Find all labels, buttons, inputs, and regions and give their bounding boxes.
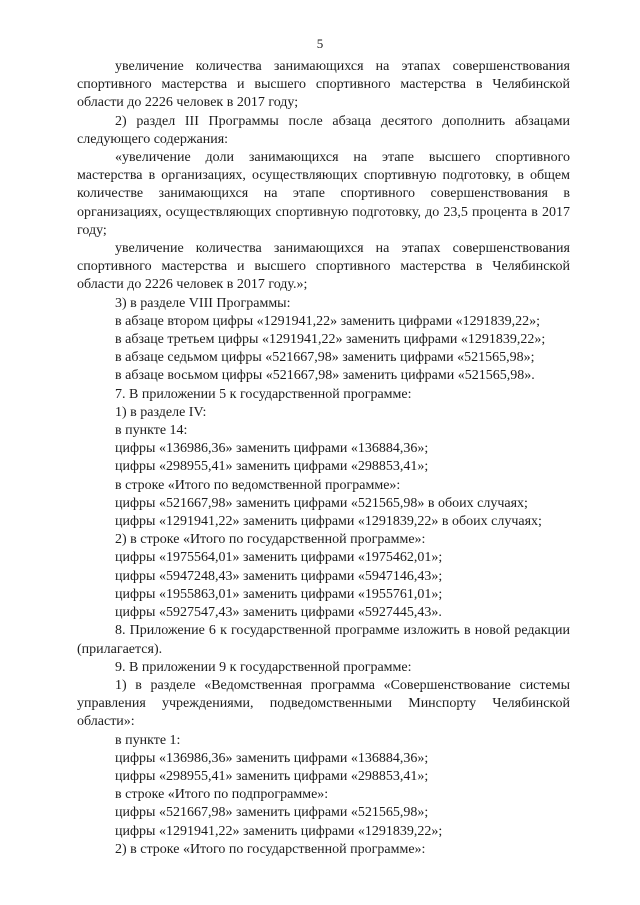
paragraph: в абзаце третьем цифры «1291941,22» заменить цифрами «1291839,22»; (115, 332, 546, 348)
paragraph: в пункте 14: (115, 423, 188, 439)
paragraph: 1) в разделе «Ведомственная программа «Совершенствование системы управления учреждениями, подведомственными Минспорту Челябинской области»: (77, 677, 570, 730)
paragraph: цифры «1975564,01» заменить цифрами «1975462,01»; (115, 550, 443, 566)
paragraph: в абзаце втором цифры «1291941,22» заменить цифрами «1291839,22»; (115, 313, 540, 329)
paragraph: увеличение количества занимающихся на этапах совершенствования спортивного мастерства и высшего спортивного мастерства в Челябинской области до 2226 человек в 2017 году; (77, 59, 570, 111)
paragraph: цифры «521667,98» заменить цифрами «521565,98»; (115, 805, 429, 821)
paragraph: цифры «298955,41» заменить цифрами «298853,41»; (115, 768, 429, 784)
paragraph: 2) раздел III Программы после абзаца десятого дополнить абзацами следующего содержания: (77, 113, 570, 147)
paragraph: 2) в строке «Итого по государственной программе»: (115, 841, 426, 857)
paragraph: цифры «136986,36» заменить цифрами «136884,36»; (115, 441, 429, 457)
paragraph: цифры «1955863,01» заменить цифрами «1955761,01»; (115, 586, 443, 602)
paragraph: 8. Приложение 6 к государственной программе изложить в новой редакции (прилагается). (77, 623, 570, 657)
paragraph: цифры «1291941,22» заменить цифрами «1291839,22» в обоих случаях; (115, 514, 542, 530)
paragraph: цифры «298955,41» заменить цифрами «298853,41»; (115, 459, 429, 475)
paragraph: 3) в разделе VIII Программы: (115, 295, 291, 311)
paragraph: в пункте 1: (115, 732, 181, 748)
paragraph: в абзаце седьмом цифры «521667,98» заменить цифрами «521565,98»; (115, 350, 535, 366)
paragraph: 2) в строке «Итого по государственной программе»: (115, 532, 426, 548)
paragraph: «увеличение доли занимающихся на этапе высшего спортивного мастерства в организациях, осуществляющих спортивную подготовку, в общем количестве занимающихся на этапе спортивного совершенствования в организациях, осуществляющих спортивную подготовку, до 23,5 процента в 2017 году; (77, 150, 570, 238)
paragraph: цифры «1291941,22» заменить цифрами «1291839,22»; (115, 823, 443, 839)
page-number: 5 (316, 36, 324, 51)
paragraph: увеличение количества занимающихся на этапах совершенствования спортивного мастерства и высшего спортивного мастерства в Челябинской области до 2226 человек в 2017 году.»; (77, 241, 570, 293)
paragraph: цифры «5947248,43» заменить цифрами «5947146,43»; (115, 568, 443, 584)
paragraph: цифры «521667,98» заменить цифрами «521565,98» в обоих случаях; (115, 495, 528, 511)
document-body (77, 58, 570, 859)
paragraph: в абзаце восьмом цифры «521667,98» заменить цифрами «521565,98». (115, 368, 535, 384)
paragraph: цифры «136986,36» заменить цифрами «136884,36»; (115, 750, 429, 766)
paragraph: 9. В приложении 9 к государственной программе: (115, 659, 412, 675)
paragraph: цифры «5927547,43» заменить цифрами «5927445,43». (115, 605, 442, 621)
paragraph: в строке «Итого по подпрограмме»: (115, 787, 329, 803)
paragraph: 7. В приложении 5 к государственной программе: (115, 386, 412, 402)
paragraph: 1) в разделе IV: (115, 404, 207, 420)
paragraph: в строке «Итого по ведомственной программе»: (115, 477, 401, 493)
